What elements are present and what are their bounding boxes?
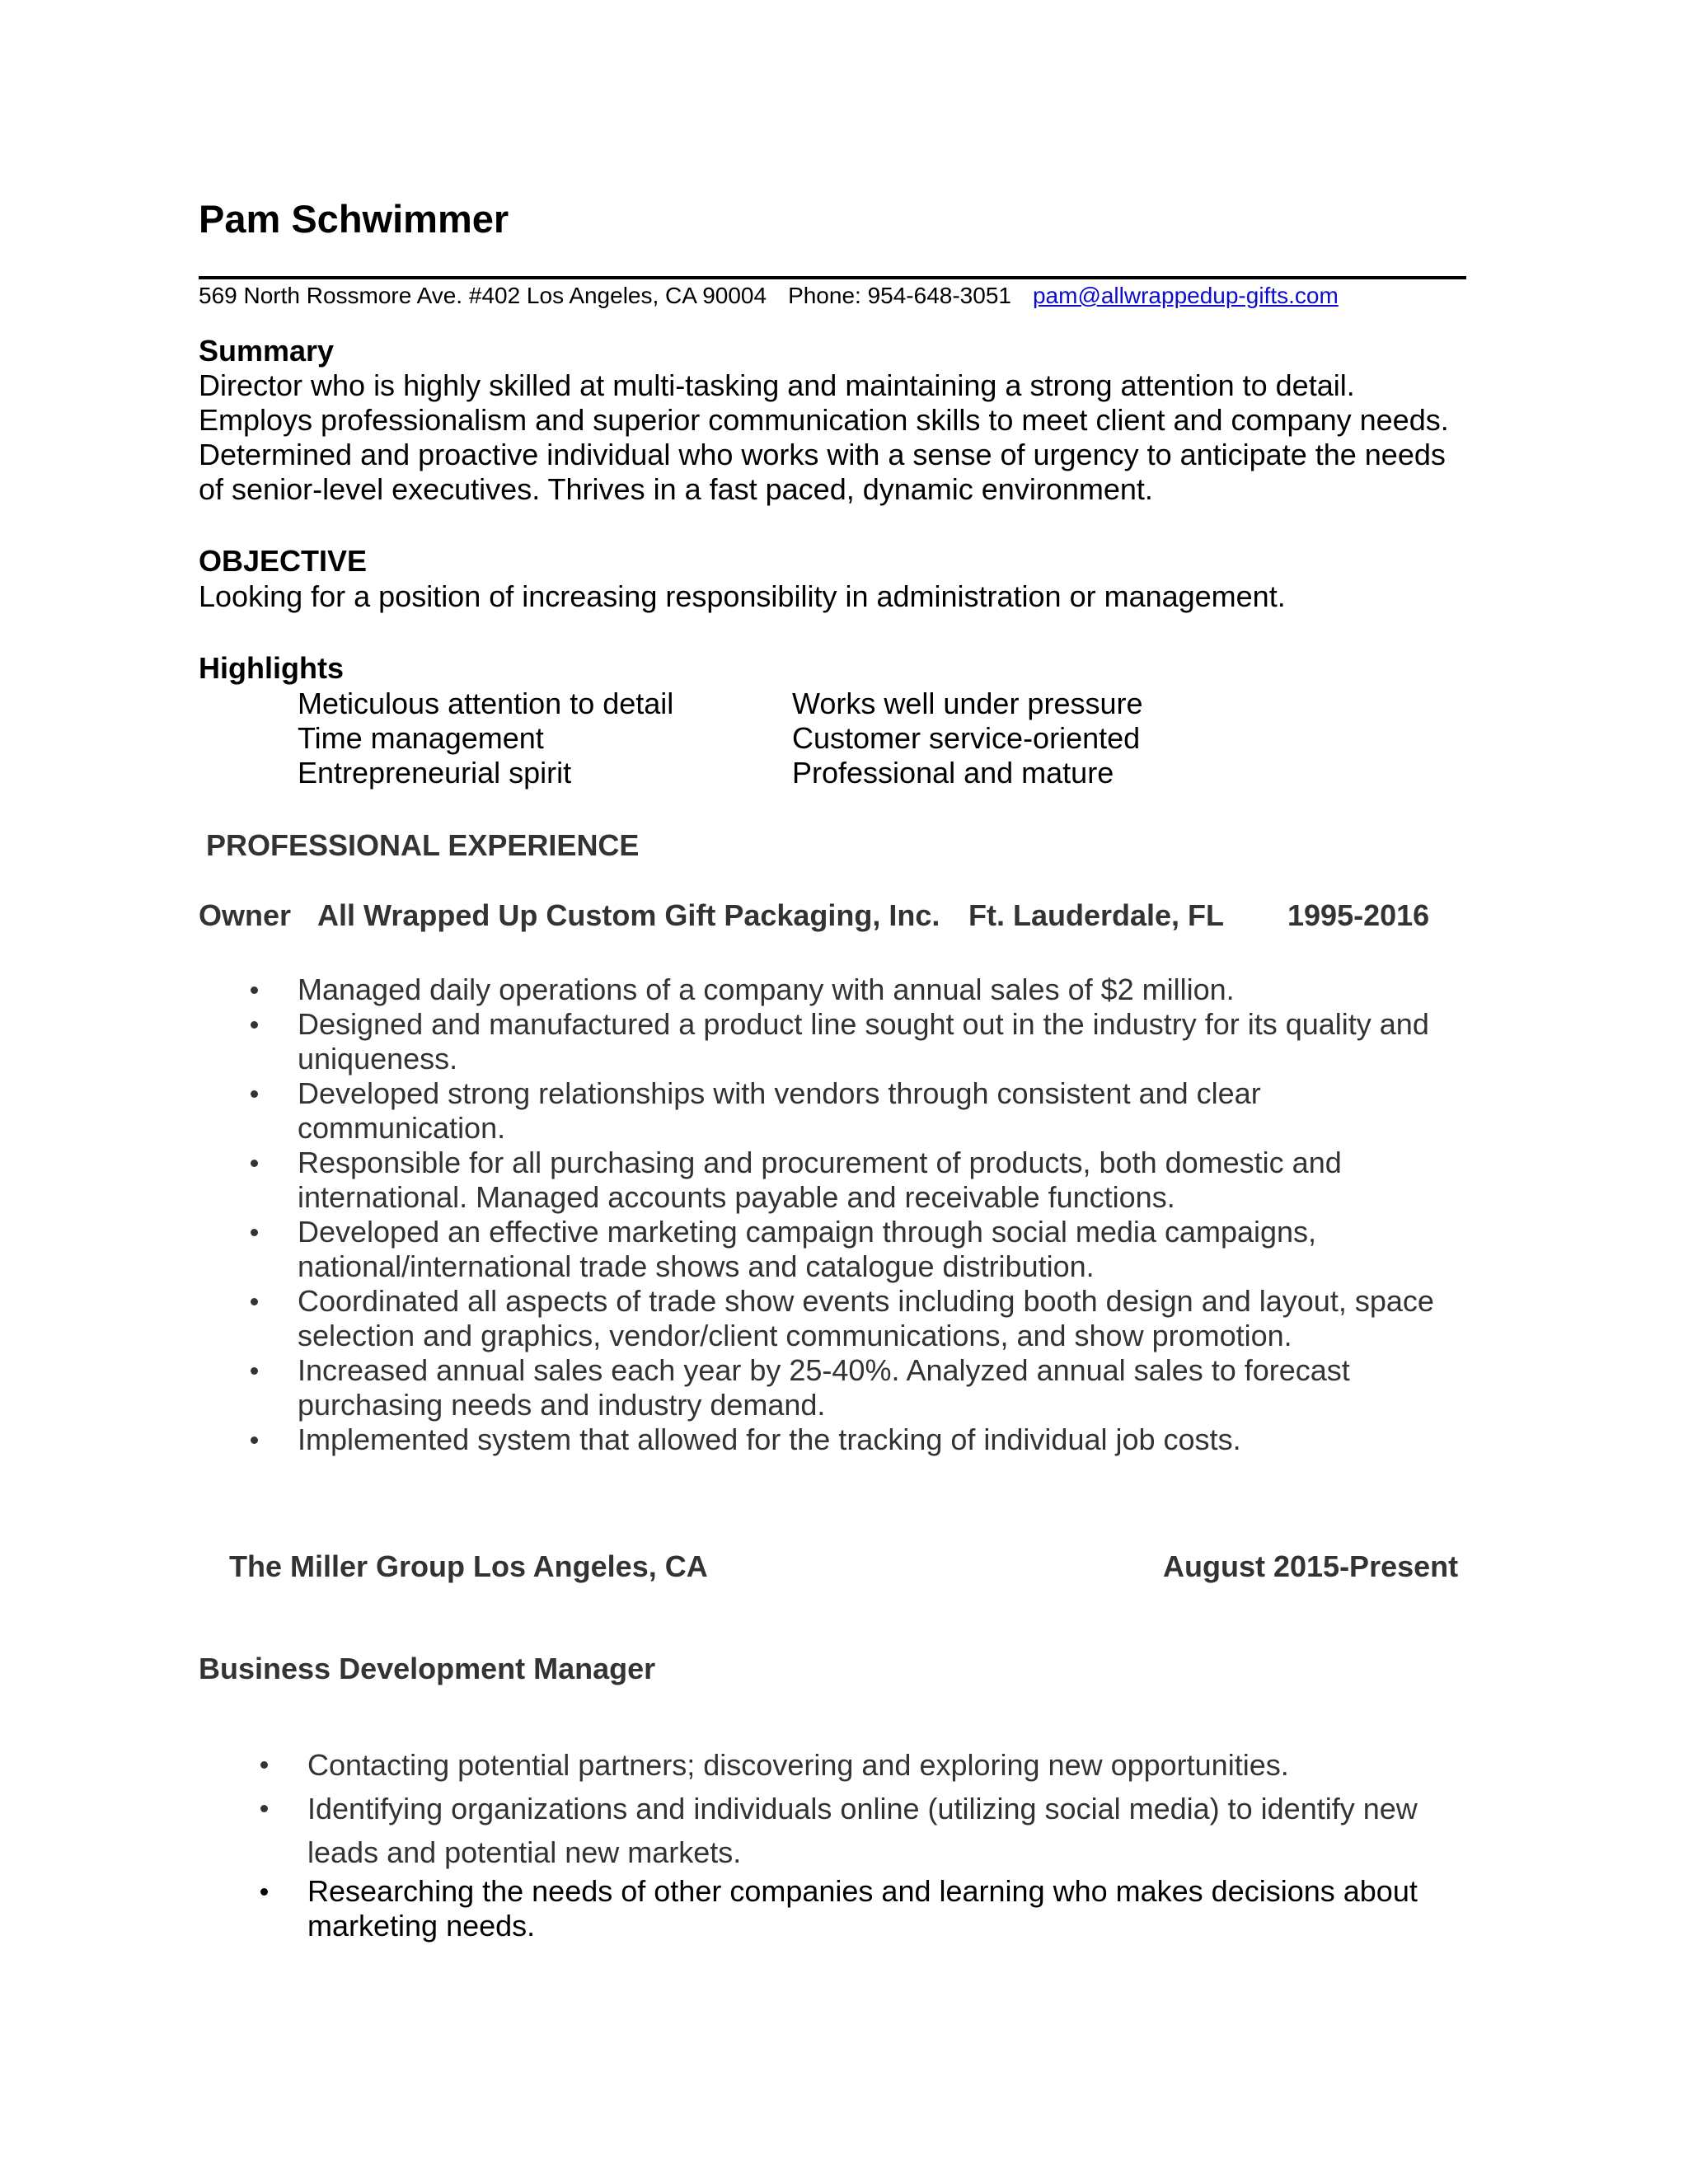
highlight-item: Works well under pressure	[792, 687, 1143, 720]
list-item: Managed daily operations of a company with annual sales of $2 million.	[298, 972, 1476, 1007]
list-item: Developed strong relationships with vendors through consistent and clear communication.	[298, 1076, 1476, 1146]
candidate-name: Pam Schwimmer	[199, 197, 509, 241]
job2-bullet-list	[307, 1743, 1461, 1943]
contact-email-link[interactable]: pam@allwrappedup-gifts.com	[1032, 283, 1339, 308]
job2-title: Business Development Manager	[199, 1652, 656, 1685]
list-item: Responsible for all purchasing and procurement of products, both domestic and international. Managed accounts payable and receivable functions.	[298, 1146, 1476, 1215]
highlight-item: Professional and mature	[792, 756, 1114, 790]
list-item: Identifying organizations and individuals online (utilizing social media) to identify new leads and potential new markets.	[307, 1787, 1461, 1874]
contact-phone: Phone: 954-648-3051	[788, 283, 1011, 308]
summary-text	[199, 368, 1449, 507]
header-rule	[199, 276, 1466, 279]
highlights-right-column	[792, 687, 1143, 790]
summary-line: of senior-level executives. Thrives in a fast paced, dynamic environment.	[199, 472, 1153, 506]
summary-line: Determined and proactive individual who works with a sense of urgency to anticipate the needs	[199, 438, 1446, 471]
job1-bullet-list	[298, 972, 1476, 1457]
highlights-heading: Highlights	[199, 651, 344, 685]
job1-company: All Wrapped Up Custom Gift Packaging, Inc.	[317, 898, 940, 932]
objective-heading: OBJECTIVE	[199, 544, 368, 578]
experience-heading: PROFESSIONAL EXPERIENCE	[206, 828, 640, 862]
job1-dates: 1995-2016	[1287, 898, 1430, 932]
list-item: Increased annual sales each year by 25-40%. Analyzed annual sales to forecast purchasing needs and industry demand.	[298, 1353, 1476, 1422]
contact-address: 569 North Rossmore Ave. #402 Los Angeles, CA 90004	[199, 283, 767, 308]
job1-header	[199, 898, 291, 933]
contact-line	[199, 283, 1339, 309]
summary-line: Director who is highly skilled at multi-tasking and maintaining a strong attention to detail.	[199, 368, 1355, 402]
list-item: Coordinated all aspects of trade show events including booth design and layout, space selection and graphics, vendor/client communications, and show promotion.	[298, 1284, 1476, 1353]
list-item: Developed an effective marketing campaign through social media campaigns, national/international trade shows and catalogue distribution.	[298, 1215, 1476, 1284]
objective-text: Looking for a position of increasing responsibility in administration or management.	[199, 579, 1286, 613]
job1-location: Ft. Lauderdale, FL	[968, 898, 1225, 932]
list-item: Researching the needs of other companies and learning who makes decisions about marketing needs.	[307, 1874, 1461, 1943]
list-item: Contacting potential partners; discovering and exploring new opportunities.	[307, 1743, 1461, 1787]
list-item: Designed and manufactured a product line sought out in the industry for its quality and uniqueness.	[298, 1007, 1476, 1076]
summary-line: Employs professionalism and superior communication skills to meet client and company needs.	[199, 403, 1449, 437]
summary-heading: Summary	[199, 334, 335, 368]
job2-company: The Miller Group Los Angeles, CA	[229, 1549, 708, 1583]
highlight-item: Customer service-oriented	[792, 721, 1141, 755]
highlights-left-column	[298, 687, 673, 790]
highlight-item: Time management	[298, 721, 544, 755]
job1-title: Owner	[199, 898, 292, 932]
highlight-item: Entrepreneurial spirit	[298, 756, 572, 790]
job2-dates: August 2015-Present	[1163, 1549, 1459, 1583]
highlight-item: Meticulous attention to detail	[298, 687, 674, 720]
list-item: Implemented system that allowed for the tracking of individual job costs.	[298, 1422, 1476, 1457]
